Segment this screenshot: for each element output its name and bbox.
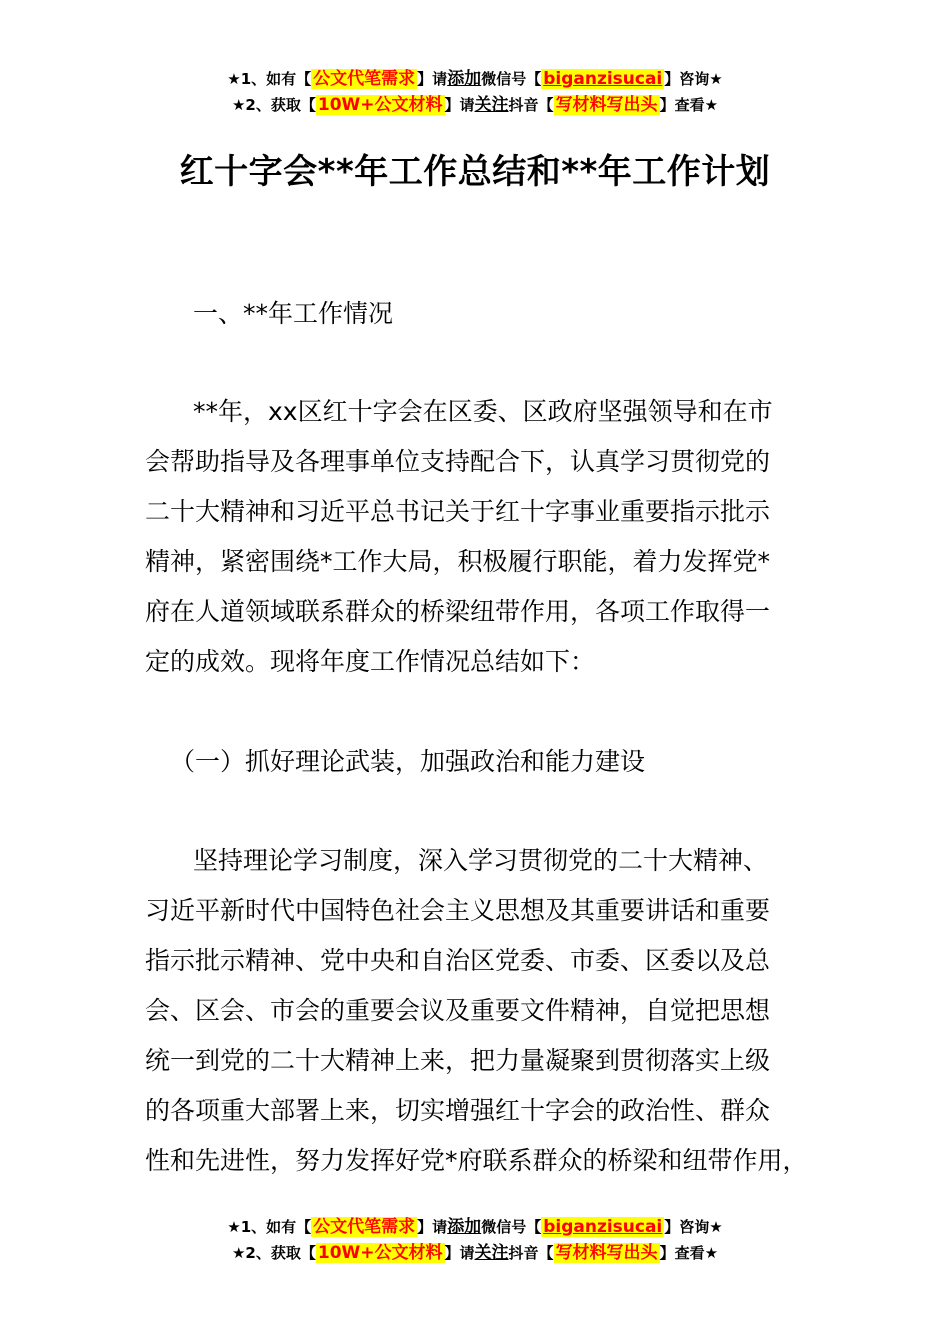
paragraph-2 (145, 836, 825, 1186)
section-heading-1: 一、**年工作情况 (193, 299, 394, 328)
footer-banner (0, 1214, 950, 1266)
banner-line-2-mid2: 抖音【 (508, 96, 554, 114)
banner-follow-underlined: 关注 (474, 95, 509, 115)
paragraph-2-line: 坚持理论学习制度，深入学习贯彻党的二十大精神、 (193, 846, 769, 875)
footer-line-2-prefix: ★2、获取【 (231, 1244, 316, 1262)
paragraph-1-line: 府在人道领域联系群众的桥梁纽带作用，各项工作取得一 (145, 597, 771, 626)
banner-line-2-suffix: 】查看★ (659, 96, 719, 114)
banner-line-1-mid2: 微信号【 (481, 70, 542, 88)
banner-wechat-id-link[interactable]: biganzisucai (543, 69, 663, 89)
paragraph-2-line: 的各项重大部署上来，切实增强红十字会的政治性、群众 (145, 1096, 771, 1125)
footer-add-underlined: 添加 (447, 1217, 482, 1237)
banner-materials-highlight: 10W+公文材料 (317, 95, 443, 115)
paragraph-1 (145, 387, 825, 687)
banner-line-1-prefix: ★1、如有【 (227, 70, 312, 88)
paragraph-2-line: 指示批示精神、党中央和自治区党委、市委、区委以及总 (145, 946, 771, 975)
banner-line-2-mid1: 】请 (444, 96, 475, 114)
banner-line-1-mid1: 】请 (417, 70, 448, 88)
document-title: 红十字会**年工作总结和**年工作计划 (179, 152, 771, 192)
banner-add-underlined: 添加 (447, 69, 482, 89)
header-banner (0, 66, 950, 118)
footer-line-1-mid2: 微信号【 (481, 1218, 542, 1236)
paragraph-1-line: 二十大精神和习近平总书记关于红十字事业重要指示批示 (145, 497, 771, 526)
banner-line-1-suffix: 】咨询★ (664, 70, 723, 88)
paragraph-2-line: 会、区会、市会的重要会议及重要文件精神，自觉把思想 (145, 996, 771, 1025)
banner-line-2-prefix: ★2、获取【 (231, 96, 316, 114)
subsection-heading-1: （一）抓好理论武装，加强政治和能力建设 (170, 747, 646, 776)
paragraph-2-line: 统一到党的二十大精神上来，把力量凝聚到贯彻落实上级 (145, 1046, 771, 1075)
footer-materials-highlight: 10W+公文材料 (317, 1243, 443, 1263)
footer-line-1-mid1: 】请 (417, 1218, 448, 1236)
footer-line-2-suffix: 】查看★ (659, 1244, 719, 1262)
footer-banner-line-2 (0, 1240, 950, 1266)
footer-service-highlight: 公文代笔需求 (313, 1217, 416, 1237)
banner-line-2 (0, 92, 950, 118)
banner-line-1 (0, 66, 950, 92)
footer-line-1-prefix: ★1、如有【 (227, 1218, 312, 1236)
paragraph-1-line: 精神，紧密围绕*工作大局，积极履行职能，着力发挥党* (145, 547, 771, 576)
footer-line-2-mid2: 抖音【 (508, 1244, 554, 1262)
footer-line-1-suffix: 】咨询★ (664, 1218, 723, 1236)
footer-follow-underlined: 关注 (474, 1243, 509, 1263)
paragraph-1-line: **年，xx区红十字会在区委、区政府坚强领导和在市 (193, 397, 773, 426)
footer-douyin-highlight[interactable]: 写材料写出头 (555, 1243, 658, 1263)
paragraph-1-line: 会帮助指导及各理事单位支持配合下，认真学习贯彻党的 (145, 447, 771, 476)
footer-banner-line-1 (0, 1214, 950, 1240)
footer-wechat-id-link[interactable]: biganzisucai (543, 1217, 663, 1237)
banner-douyin-highlight[interactable]: 写材料写出头 (555, 95, 658, 115)
footer-line-2-mid1: 】请 (444, 1244, 475, 1262)
paragraph-2-line: 习近平新时代中国特色社会主义思想及其重要讲话和重要 (145, 896, 771, 925)
paragraph-1-line: 定的成效。现将年度工作情况总结如下： (145, 647, 596, 676)
paragraph-2-line: 性和先进性，努力发挥好党*府联系群众的桥梁和纽带作用， (145, 1146, 808, 1175)
banner-service-highlight: 公文代笔需求 (313, 69, 416, 89)
